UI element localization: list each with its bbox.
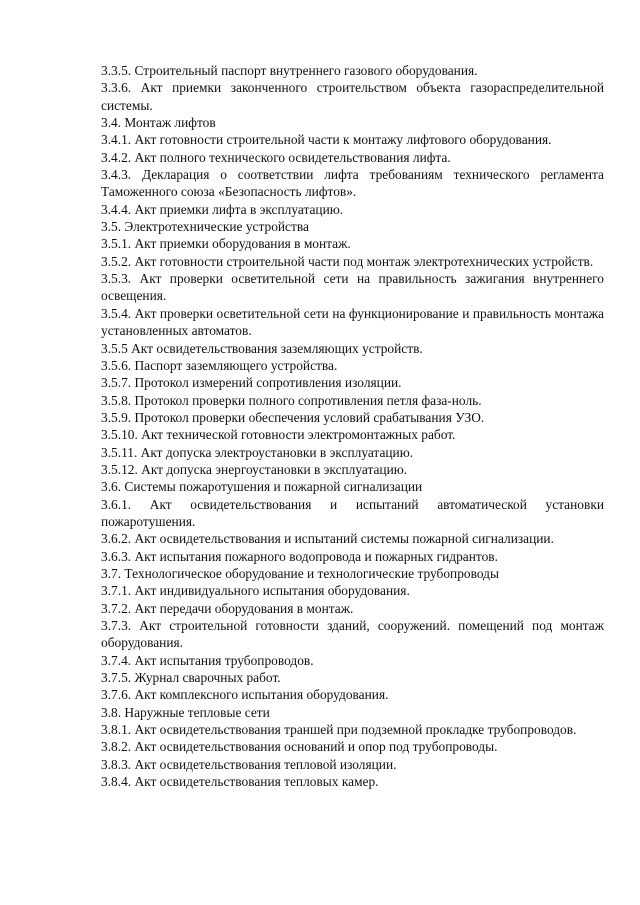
- item-3-3-5: 3.3.5. Строительный паспорт внутреннего газового оборудования.: [101, 63, 478, 78]
- section-3-7-heading: 3.7. Технологическое оборудование и технологические трубопроводы: [101, 565, 499, 581]
- item-3-5-3: 3.5.3. Акт проверки осветительной сети на правильность зажигания внутреннего освещения.: [101, 271, 604, 304]
- item-3-4-3: 3.4.3. Декларация о соответствии лифта требованиям технического регламента Таможенного союза «Безопасность лифтов».: [101, 167, 604, 200]
- item-3-5-8: 3.5.8. Протокол проверки полного сопротивления петля фаза-ноль.: [101, 392, 482, 408]
- item-3-5-6: 3.5.6. Паспорт заземляющего устройства.: [101, 357, 338, 373]
- item-3-6-1: 3.6.1. Акт освидетельствования и испытаний автоматической установки пожаротушения.: [101, 496, 604, 529]
- section-3-5-heading: 3.5. Электротехнические устройства: [101, 219, 309, 235]
- item-3-4-1: 3.4.1. Акт готовности строительной части к монтажу лифтового оборудования.: [101, 132, 552, 148]
- item-3-4-4: 3.4.4. Акт приемки лифта в эксплуатацию.: [101, 201, 344, 217]
- item-3-6-3: 3.6.3. Акт испытания пожарного водопровода и пожарных гидрантов.: [101, 548, 498, 564]
- item-3-3-6: 3.3.6. Акт приемки законченного строительством объекта газораспределительной системы.: [101, 80, 604, 113]
- item-3-5-9: 3.5.9. Протокол проверки обеспечения условий срабатывания УЗО.: [101, 409, 485, 425]
- item-3-8-1: 3.8.1. Акт освидетельствования траншей при подземной прокладке трубопроводов.: [101, 722, 577, 738]
- item-3-8-4: 3.8.4. Акт освидетельствования тепловых камер.: [101, 774, 379, 790]
- item-3-5-5: 3.5.5 Акт освидетельствования заземляющих устройств.: [101, 340, 423, 356]
- item-3-4-2: 3.4.2. Акт полного технического освидетельствования лифта.: [101, 149, 451, 165]
- item-3-7-1: 3.7.1. Акт индивидуального испытания оборудования.: [101, 583, 410, 599]
- item-3-5-1: 3.5.1. Акт приемки оборудования в монтаж.: [101, 236, 351, 252]
- item-3-7-6: 3.7.6. Акт комплексного испытания оборудования.: [101, 687, 389, 703]
- item-3-8-2: 3.8.2. Акт освидетельствования оснований и опор под трубопроводы.: [101, 739, 498, 755]
- item-3-5-2: 3.5.2. Акт готовности строительной части под монтаж электротехнических устройств.: [101, 253, 594, 269]
- section-3-4-heading: 3.4. Монтаж лифтов: [101, 115, 216, 131]
- item-3-5-12: 3.5.12. Акт допуска энергоустановки в эксплуатацию.: [101, 461, 408, 477]
- item-3-7-2: 3.7.2. Акт передачи оборудования в монтаж.: [101, 600, 354, 616]
- item-3-7-4: 3.7.4. Акт испытания трубопроводов.: [101, 652, 314, 668]
- section-3-8-heading: 3.8. Наружные тепловые сети: [101, 704, 270, 720]
- item-3-8-3: 3.8.3. Акт освидетельствования тепловой изоляции.: [101, 756, 397, 772]
- section-3-6-heading: 3.6. Системы пожаротушения и пожарной сигнализации: [101, 479, 423, 495]
- document-page: [101, 62, 604, 790]
- item-3-5-7: 3.5.7. Протокол измерений сопротивления изоляции.: [101, 375, 402, 391]
- item-3-6-2: 3.6.2. Акт освидетельствования и испытаний системы пожарной сигнализации.: [101, 531, 554, 547]
- item-3-5-10: 3.5.10. Акт технической готовности электромонтажных работ.: [101, 427, 456, 443]
- item-3-5-4: 3.5.4. Акт проверки осветительной сети на функционирование и правильность монтажа установленных автоматов.: [101, 305, 604, 339]
- item-3-7-3: 3.7.3. Акт строительной готовности зданий, сооружений. помещений под монтаж оборудования.: [101, 618, 604, 651]
- item-3-7-5: 3.7.5. Журнал сварочных работ.: [101, 670, 281, 686]
- item-3-5-11: 3.5.11. Акт допуска электроустановки в эксплуатацию.: [101, 444, 414, 460]
